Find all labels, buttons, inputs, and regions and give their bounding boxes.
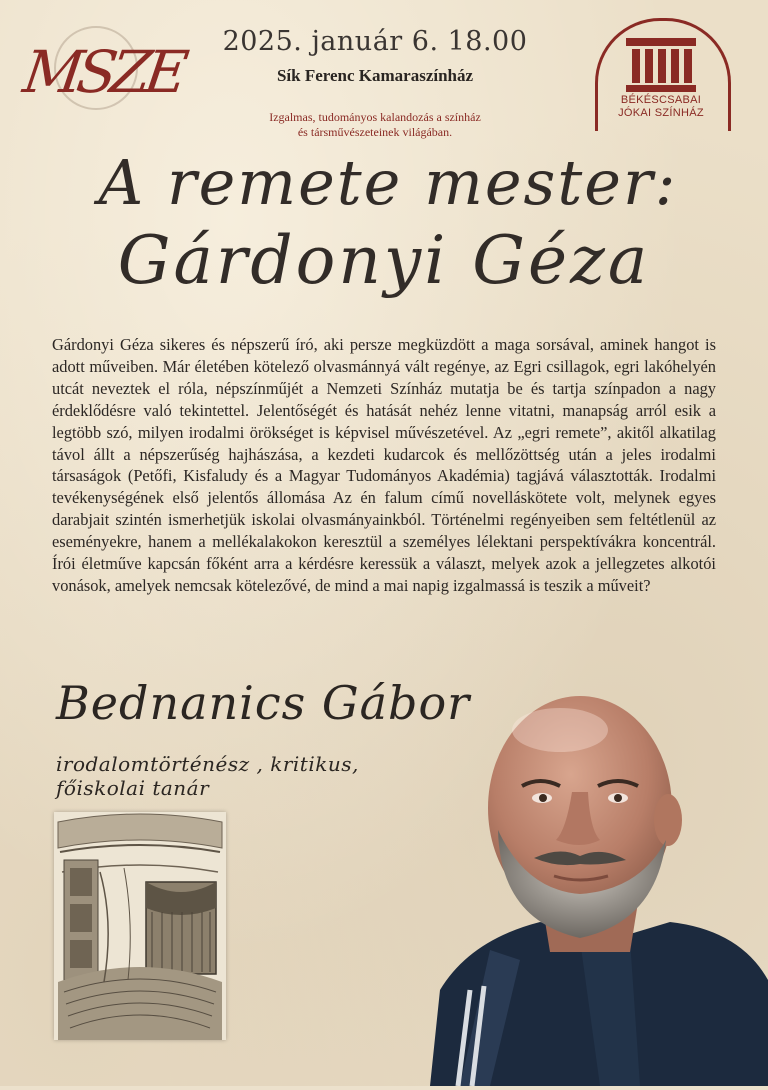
msze-logo-text: MSZE xyxy=(19,38,187,106)
theater-name-line-1: BÉKÉSCSABAI xyxy=(620,94,702,106)
tagline-line-1: Izgalmas, tudományos kalandozás a színház xyxy=(269,110,481,124)
description-paragraph: Gárdonyi Géza sikeres és népszerű író, aki persze megküzdött a maga sorsával, aminek hangot is adott műveiben. Már életében kötelező olvasmánnyá vált regénye, az Egri csillagok, egri lakóhelyén utcát neveztek el róla, népszínműjét a Nemzeti Színház mutatja be és tartja színpadon a nagy érdeklődésre való tekintettel. Jelentőségét és hatását nehéz lenne vitatni, manapság arról esik a legtöbb szó, milyen irodalmi örökséget is képvisel művészetével. Az „egri remete”, akitől alkatilag távol állt a népszerűség hajhászása, a kezdeti kudarcok és mellőzöttség után a jeles irodalmi társaságok (Petőfi, Kisfaludy és a Magyar Tudományos Akadémia) tagjává választották. Irodalmi tevékenységének első jelentős állomása Az én falum című novelláskötete volt, melynek egyes darabjait szintén ismerhetjük iskolai olvasmányainkból. Történelmi regényeiben sem feltétlenül az eseményekre, hanem a mellékalakokon keresztül a személyes lélektani perspektívákra koncentrál. Írói életműve kapcsán főként arra a kérdésre keressük a választ, melyek azok a jellegzetes alkotói vonások, amelyek nemcsak kötelezővé, de mind a mai napig izgalmassá is teszik a műveit? xyxy=(52,335,716,595)
theater-interior-engraving xyxy=(54,812,226,1040)
portrait-illustration xyxy=(430,690,768,1086)
event-venue: Sík Ferenc Kamaraszínház xyxy=(276,66,474,85)
theater-logo xyxy=(593,18,729,118)
speaker-name: Bednanics Gábor xyxy=(56,676,471,730)
speaker-role-line-2: főiskolai tanár xyxy=(56,776,210,800)
title-line-1: A remete mester: xyxy=(98,146,678,219)
temple-icon xyxy=(626,38,696,94)
engraving-illustration xyxy=(54,812,226,1040)
tagline-line-2: és társművészeteinek világában. xyxy=(297,125,453,139)
speaker-role-line-1: irodalomtörténész , kritikus, xyxy=(56,752,359,776)
title-line-2: Gárdonyi Géza xyxy=(117,222,651,299)
msze-logo xyxy=(18,20,188,120)
theater-name-line-2: JÓKAI SZÍNHÁZ xyxy=(618,107,704,119)
speaker-portrait xyxy=(430,690,768,1086)
event-date: 2025. január 6. 18.00 xyxy=(222,26,528,57)
event-tagline xyxy=(205,110,545,140)
